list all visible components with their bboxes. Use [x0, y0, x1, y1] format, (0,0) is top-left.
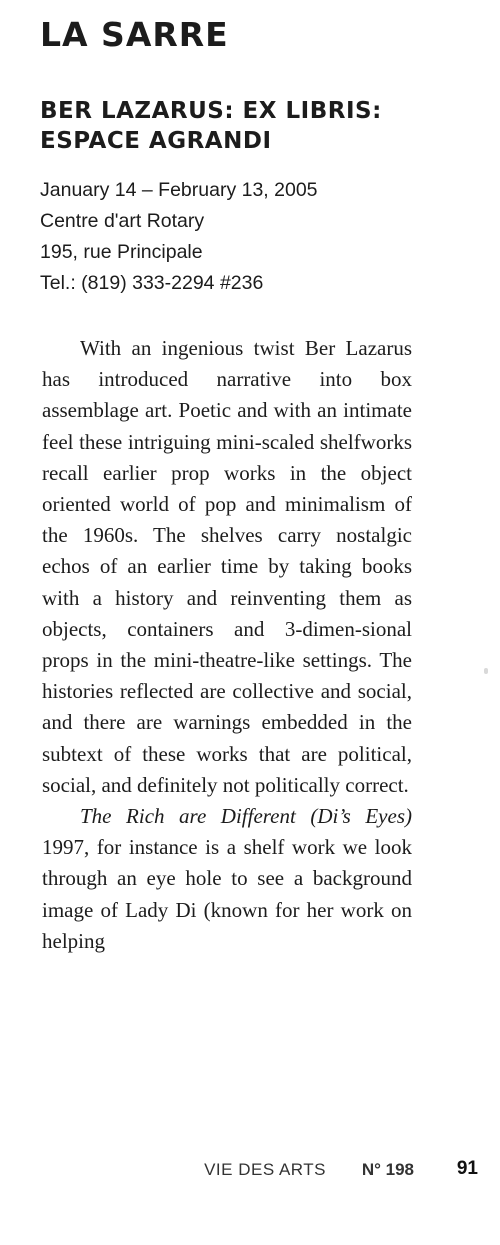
- paragraph-2: [42, 801, 412, 957]
- artwork-title: The Rich are Different (Di’s Eyes): [80, 804, 412, 829]
- paper-speck: [484, 668, 488, 674]
- exhibition-address: 195, rue Principale: [40, 241, 203, 263]
- exhibition-venue: Centre d'art Rotary: [40, 210, 205, 232]
- page-footer: [0, 1160, 480, 1190]
- paragraph-2-text: 1997, for instance is a shelf work we look through an eye hole to see a background image of Lady Di (known for her work on helping: [42, 835, 412, 953]
- paragraph-1: With an ingenious twist Ber Lazarus has introduced narrative into box assemblage art. Poetic and with an intimate feel these intriguing mini-scaled shelfworks recall earlier prop works in the object oriented world of pop and minimalism of the 1960s. The shelves carry nostalgic echos of an earlier time by taking books with a history and reinventing them as objects, containers and 3-dimen-sional props in the mini-theatre-like settings. The histories reflected are collective and social, and there are warnings embedded in the subtext of these works that are political, social, and definitely not politically correct.: [42, 336, 412, 797]
- article-body: [42, 333, 412, 957]
- exhibition-phone: Tel.: (819) 333-2294 #236: [40, 272, 264, 294]
- exhibition-info: [40, 175, 480, 299]
- page-number: 91: [456, 1158, 478, 1179]
- issue-number: N° 198: [361, 1160, 414, 1179]
- exhibition-dates: January 14 – February 13, 2005: [40, 179, 318, 201]
- publication-name: VIE DES ARTS: [204, 1160, 326, 1179]
- headline-line-1: BER LAZARUS: EX LIBRIS:: [40, 98, 382, 124]
- article-headline: [40, 96, 480, 156]
- section-title: LA SARRE: [40, 15, 229, 54]
- headline-line-2: ESPACE AGRANDI: [40, 128, 272, 154]
